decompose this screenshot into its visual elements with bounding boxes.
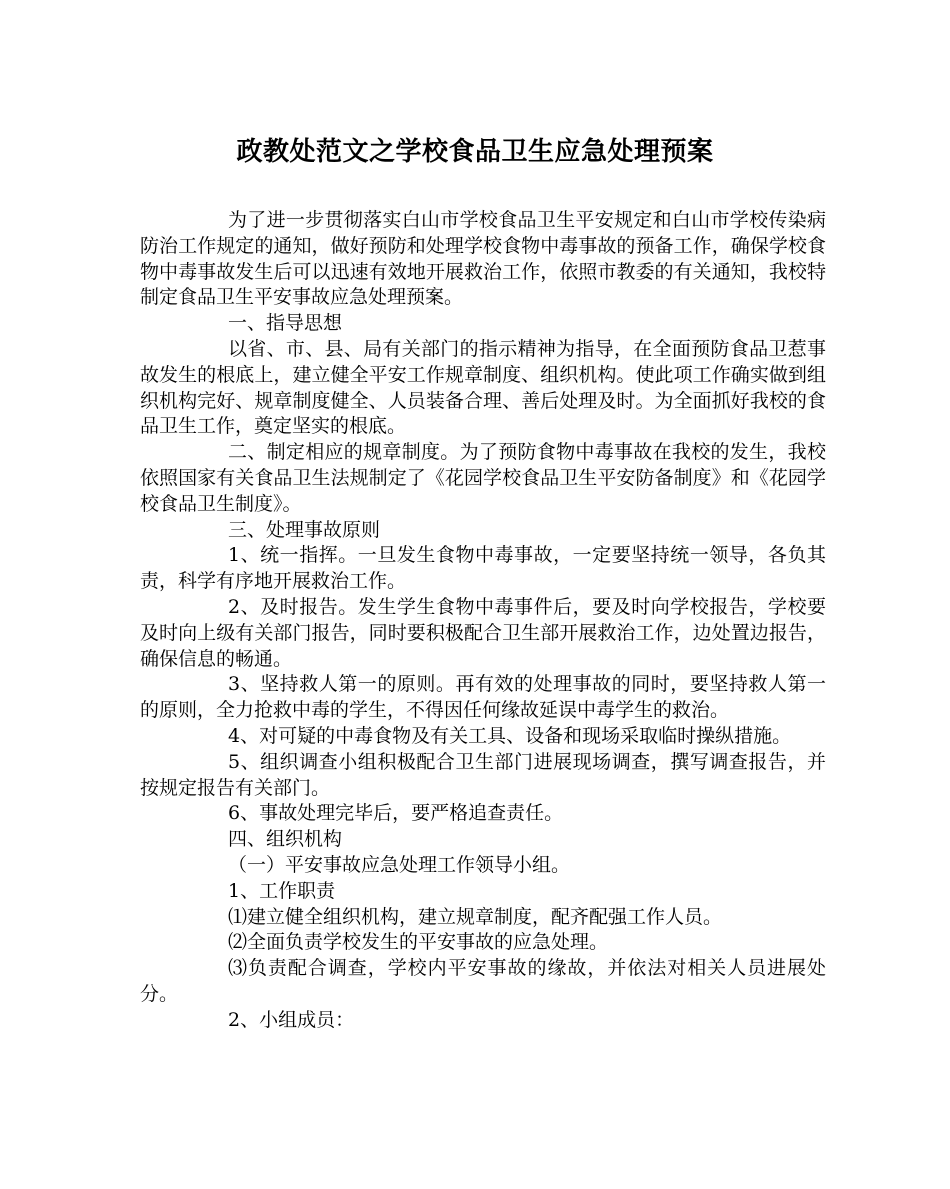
duty-item: ⑵全面负责学校发生的平安事故的应急处理。 <box>228 931 609 954</box>
duty-item: ⑴建立健全组织机构，建立规章制度，配齐配强工作人员。 <box>228 905 723 928</box>
principle-item: 5、组织调查小组积极配合卫生部门进展现场调查，撰写调查报告，并按规定报告有关部门。 <box>140 750 826 799</box>
document-title: 政教处范文之学校食品卫生应急处理预案 <box>236 137 714 167</box>
subheading-duties: 1、工作职责 <box>228 879 336 902</box>
document-body <box>140 208 826 1034</box>
principle-item: 3、坚持救人第一的原则。再有效的处理事故的同时，要坚持救人第一的原则，全力抢救中毒的学生，不得因任何缘故延误中毒学生的救治。 <box>140 673 826 722</box>
heading-guiding-thought: 一、指导思想 <box>228 312 343 335</box>
duty-item: ⑶负责配合调查，学校内平安事故的缘故，并依法对相关人员进展处分。 <box>140 957 826 1005</box>
principle-item: 4、对可疑的中毒食物及有关工具、设备和现场采取临时操纵措施。 <box>228 724 792 747</box>
principle-item: 2、及时报告。发生学生食物中毒事件后，要及时向学校报告，学校要及时向上级有关部门报告，同时要积极配合卫生部开展救治工作，边处置边报告，确保信息的畅通。 <box>140 595 826 670</box>
heading-organization: 四、组织机构 <box>228 828 343 851</box>
paragraph-regulations: 二、制定相应的规章制度。为了预防食物中毒事故在我校的发生，我校依照国家有关食品卫生法规制定了《花园学校食品卫生平安防备制度》和《花园学校食品卫生制度》。 <box>140 441 826 515</box>
heading-principles: 三、处理事故原则 <box>228 518 381 541</box>
paragraph-guiding-thought: 以省、市、县、局有关部门的指示精神为指导，在全面预防食品卫惹事故发生的根底上，建立健全平安工作规章制度、组织机构。使此项工作确实做到组织机构完好、规章制度健全、人员装备合理、善后处理及时。为全面抓好我校的食品卫生工作，奠定坚实的根底。 <box>140 337 826 438</box>
principle-item: 1、统一指挥。一旦发生食物中毒事故，一定要坚持统一领导，各负其责，科学有序地开展救治工作。 <box>140 544 826 593</box>
principle-item: 6、事故处理完毕后，要严格追查责任。 <box>228 802 564 825</box>
subheading-members: 2、小组成员： <box>228 1008 355 1031</box>
paragraph-intro: 为了进一步贯彻落实白山市学校食品卫生平安规定和白山市学校传染病防治工作规定的通知，做好预防和处理学校食物中毒事故的预备工作，确保学校食物中毒事故发生后可以迅速有效地开展救治工作，依照市教委的有关通知，我校特制定食品卫生平安事故应急处理预案。 <box>140 209 826 309</box>
subheading-leadership-group: （一）平安事故应急处理工作领导小组。 <box>228 853 571 876</box>
